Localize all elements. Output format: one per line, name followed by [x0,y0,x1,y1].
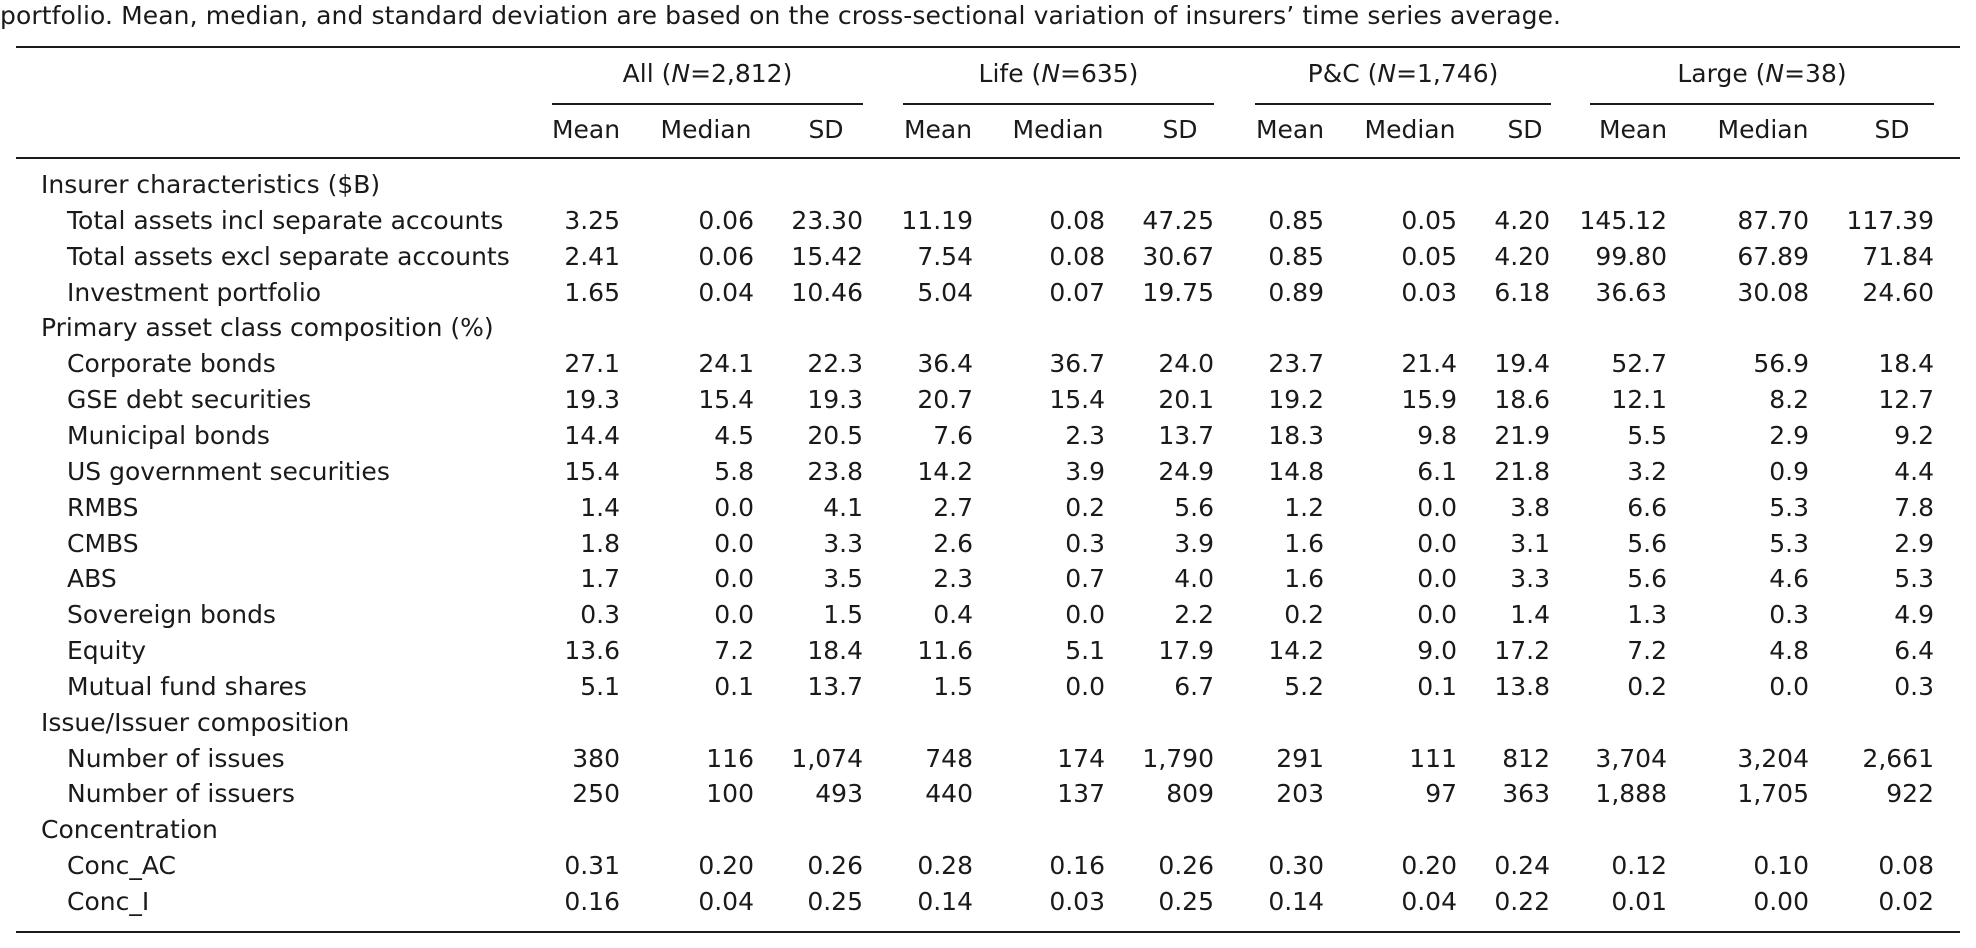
cell-median: 0.06 [698,241,754,271]
column-header-mean: Mean [551,115,621,144]
cell-mean: 0.85 [1268,205,1324,235]
cell-sd: 0.25 [1158,887,1214,916]
cell-median: 0.00 [1753,887,1809,916]
row-label: GSE debt securities [67,385,312,415]
table-row [0,669,1976,705]
cell-mean: 0.28 [917,851,973,881]
table-row [0,490,1976,526]
cell-mean: 0.2 [1284,600,1324,630]
section-label: Primary asset class composition (%) [41,313,494,343]
cell-median: 0.16 [1049,851,1105,881]
cell-mean: 36.63 [1595,277,1667,307]
cell-mean: 0.01 [1611,887,1667,916]
cell-sd: 2.9 [1894,528,1934,558]
cell-mean: 0.14 [1268,887,1324,916]
group-name: Large ( [1677,59,1766,88]
cell-mean: 0.16 [564,887,620,916]
cell-sd: 19.75 [1142,277,1214,307]
cell-median: 0.0 [714,564,754,594]
row-label: Conc_I [67,887,150,916]
cell-sd: 0.08 [1878,851,1934,881]
cell-sd: 3.1 [1510,528,1550,558]
group-underline [1590,103,1934,105]
cell-median: 0.1 [1417,671,1457,701]
cell-sd: 24.0 [1158,349,1214,379]
cell-mean: 5.04 [917,277,973,307]
cell-mean: 11.6 [917,636,973,666]
cell-sd: 3.5 [823,564,863,594]
cell-mean: 440 [925,779,973,809]
table-bottom-rule [16,931,1960,933]
row-label: Equity [67,636,147,666]
table-row [0,203,1976,239]
cell-sd: 0.02 [1878,887,1934,916]
row-label: RMBS [67,492,139,522]
cell-mean: 1.6 [1284,564,1324,594]
cell-sd: 21.8 [1494,456,1550,486]
cell-median: 0.07 [1049,277,1105,307]
cell-sd: 0.3 [1894,671,1934,701]
group-name: All ( [622,59,672,88]
cell-sd: 19.4 [1494,349,1550,379]
cell-mean: 1,888 [1595,779,1667,809]
row-label: Municipal bonds [67,420,270,450]
cell-median: 0.03 [1049,887,1105,916]
cell-median: 87.70 [1737,205,1809,235]
cell-median: 0.0 [1417,528,1457,558]
cell-mean: 13.6 [564,636,620,666]
cell-mean: 0.31 [564,851,620,881]
group-name: P&C ( [1307,59,1378,88]
cell-sd: 6.18 [1494,277,1550,307]
cell-mean: 14.4 [564,420,620,450]
cell-median: 4.8 [1769,636,1809,666]
cell-mean: 7.6 [933,420,973,450]
cell-sd: 18.6 [1494,385,1550,415]
cell-sd: 3.3 [823,528,863,558]
cell-mean: 748 [925,743,973,773]
cell-sd: 20.1 [1158,385,1214,415]
cell-sd: 22.3 [807,349,863,379]
table-row [0,346,1976,382]
cell-median: 5.3 [1769,528,1809,558]
cell-median: 0.06 [698,205,754,235]
cell-median: 116 [706,743,754,773]
cell-mean: 203 [1276,779,1324,809]
group-underline [552,103,863,105]
cell-median: 1,705 [1737,779,1809,809]
cell-mean: 7.54 [917,241,973,271]
cell-mean: 1.65 [564,277,620,307]
cell-median: 2.3 [1065,420,1105,450]
row-label: Investment portfolio [67,277,322,307]
group-n-symbol: N [671,59,691,88]
cell-sd: 1,790 [1142,743,1214,773]
cell-mean: 15.4 [564,456,620,486]
cell-median: 174 [1057,743,1105,773]
cell-sd: 17.9 [1158,636,1214,666]
cell-median: 4.5 [714,420,754,450]
cell-mean: 6.6 [1627,492,1667,522]
row-label: US government securities [67,456,390,486]
group-header-p-c [1255,56,1551,92]
cell-mean: 11.19 [901,205,973,235]
table-top-rule [16,46,1960,48]
group-underline [903,103,1214,105]
cell-mean: 1.3 [1627,600,1667,630]
cell-sd: 4.1 [823,492,863,522]
cell-median: 5.8 [714,456,754,486]
row-label: Number of issues [67,743,285,773]
cell-median: 0.0 [714,528,754,558]
group-n-symbol: N [1041,59,1061,88]
group-name: Life ( [978,59,1042,88]
row-label: Total assets incl separate accounts [67,205,504,235]
cell-median: 36.7 [1049,349,1105,379]
cell-sd: 812 [1502,743,1550,773]
table-row [0,884,1976,920]
cell-sd: 19.3 [807,385,863,415]
cell-sd: 4.20 [1494,205,1550,235]
cell-median: 0.03 [1401,277,1457,307]
cell-sd: 23.8 [807,456,863,486]
cell-mean: 14.2 [1268,636,1324,666]
section-label: Insurer characteristics ($B) [41,170,381,199]
cell-mean: 27.1 [564,349,620,379]
cell-median: 6.1 [1417,456,1457,486]
cell-sd: 922 [1886,779,1934,809]
row-label: Sovereign bonds [67,600,276,630]
cell-sd: 12.7 [1878,385,1934,415]
row-label: Mutual fund shares [67,671,307,701]
cell-median: 67.89 [1737,241,1809,271]
column-header-median: Median [1364,115,1456,144]
table-row [0,776,1976,812]
cell-median: 0.10 [1753,851,1809,881]
cell-mean: 5.2 [1284,671,1324,701]
cell-sd: 4.4 [1894,456,1934,486]
cell-median: 0.7 [1065,564,1105,594]
cell-mean: 2.41 [564,241,620,271]
cell-mean: 5.5 [1627,420,1667,450]
cell-mean: 36.4 [917,349,973,379]
cell-sd: 3.3 [1510,564,1550,594]
table-row [0,597,1976,633]
cell-median: 21.4 [1401,349,1457,379]
cell-mean: 1.7 [580,564,620,594]
cell-median: 9.0 [1417,636,1457,666]
cell-median: 97 [1425,779,1457,809]
cell-median: 111 [1409,743,1457,773]
cell-mean: 5.6 [1627,528,1667,558]
cell-mean: 145.12 [1579,205,1667,235]
cell-median: 2.9 [1769,420,1809,450]
cell-sd: 0.22 [1494,887,1550,916]
cell-sd: 13.7 [1158,420,1214,450]
cell-mean: 3.25 [564,205,620,235]
cell-mean: 23.7 [1268,349,1324,379]
cell-mean: 0.2 [1627,671,1667,701]
cell-median: 0.2 [1065,492,1105,522]
cell-sd: 24.60 [1862,277,1934,307]
cell-sd: 5.3 [1894,564,1934,594]
cell-sd: 117.39 [1846,205,1934,235]
row-label: CMBS [67,528,139,558]
cell-mean: 0.14 [917,887,973,916]
cell-median: 3.9 [1065,456,1105,486]
cell-median: 4.6 [1769,564,1809,594]
cell-mean: 19.3 [564,385,620,415]
group-header-large [1590,56,1934,92]
table-caption: portfolio. Mean, median, and standard deviation are based on the cross-sectional variation of insurers’ time series average. [0,1,1562,30]
column-header-median: Median [660,115,752,144]
section-label: Concentration [41,815,218,845]
cell-mean: 2.6 [933,528,973,558]
table-row [0,526,1976,562]
cell-median: 0.3 [1769,600,1809,630]
cell-mean: 99.80 [1595,241,1667,271]
cell-median: 137 [1057,779,1105,809]
cell-median: 0.08 [1049,241,1105,271]
cell-median: 0.0 [714,600,754,630]
cell-sd: 6.7 [1174,671,1214,701]
cell-sd: 3.8 [1510,492,1550,522]
cell-sd: 6.4 [1894,636,1934,666]
row-label: Conc_AC [67,851,176,881]
cell-sd: 1.4 [1510,600,1550,630]
cell-mean: 0.89 [1268,277,1324,307]
cell-sd: 7.8 [1894,492,1934,522]
column-header-sd: SD [1507,115,1543,144]
cell-sd: 4.20 [1494,241,1550,271]
cell-median: 5.1 [1065,636,1105,666]
cell-median: 0.9 [1769,456,1809,486]
cell-sd: 9.2 [1894,420,1934,450]
cell-mean: 1.2 [1284,492,1324,522]
row-label: Corporate bonds [67,349,276,379]
section-header-row [0,812,1976,848]
cell-median: 0.0 [1065,600,1105,630]
cell-median: 15.9 [1401,385,1457,415]
group-underline [1255,103,1551,105]
row-label: Number of issuers [67,779,295,809]
table-row [0,382,1976,418]
group-n-symbol: N [1765,59,1785,88]
cell-mean: 1.8 [580,528,620,558]
cell-sd: 24.9 [1158,456,1214,486]
table-row [0,633,1976,669]
cell-mean: 250 [572,779,620,809]
cell-sd: 0.24 [1494,851,1550,881]
cell-mean: 1.5 [933,671,973,701]
cell-sd: 21.9 [1494,420,1550,450]
cell-mean: 0.85 [1268,241,1324,271]
column-header-median: Median [1717,115,1809,144]
cell-median: 3,204 [1737,743,1809,773]
table-row [0,418,1976,454]
cell-median: 56.9 [1753,349,1809,379]
cell-sd: 2.2 [1174,600,1214,630]
table-header-rule [16,157,1960,159]
cell-median: 0.05 [1401,241,1457,271]
table-row [0,741,1976,777]
table-row [0,239,1976,275]
cell-mean: 2.7 [933,492,973,522]
cell-mean: 52.7 [1611,349,1667,379]
cell-mean: 0.12 [1611,851,1667,881]
table-row [0,848,1976,884]
cell-mean: 5.6 [1627,564,1667,594]
cell-sd: 4.9 [1894,600,1934,630]
cell-sd: 20.5 [807,420,863,450]
group-count: =38) [1784,59,1847,88]
cell-median: 0.0 [1417,492,1457,522]
cell-median: 0.0 [1065,671,1105,701]
cell-mean: 1.4 [580,492,620,522]
cell-mean: 3,704 [1595,743,1667,773]
group-count: =1,746) [1396,59,1499,88]
cell-median: 0.04 [698,887,754,916]
cell-sd: 17.2 [1494,636,1550,666]
group-count: =2,812) [690,59,793,88]
cell-median: 7.2 [714,636,754,666]
section-header-row [0,310,1976,346]
cell-sd: 493 [815,779,863,809]
cell-mean: 14.2 [917,456,973,486]
table-row [0,454,1976,490]
cell-mean: 20.7 [917,385,973,415]
table-row [0,275,1976,311]
cell-median: 9.8 [1417,420,1457,450]
cell-median: 0.04 [698,277,754,307]
cell-mean: 5.1 [580,671,620,701]
cell-median: 0.0 [1769,671,1809,701]
group-count: =635) [1060,59,1139,88]
column-header-sd: SD [1874,115,1910,144]
cell-sd: 363 [1502,779,1550,809]
column-header-mean: Mean [903,115,973,144]
cell-sd: 13.7 [807,671,863,701]
cell-mean: 0.4 [933,600,973,630]
cell-sd: 13.8 [1494,671,1550,701]
cell-sd: 5.6 [1174,492,1214,522]
group-n-symbol: N [1377,59,1397,88]
cell-sd: 15.42 [791,241,863,271]
cell-sd: 10.46 [791,277,863,307]
section-header-row [0,167,1976,203]
row-label: ABS [67,564,117,594]
cell-median: 0.1 [714,671,754,701]
cell-median: 0.0 [1417,564,1457,594]
cell-median: 0.0 [714,492,754,522]
cell-sd: 0.26 [807,851,863,881]
column-header-sd: SD [1162,115,1198,144]
row-label: Total assets excl separate accounts [67,241,510,271]
cell-median: 0.04 [1401,887,1457,916]
cell-mean: 0.30 [1268,851,1324,881]
cell-sd: 18.4 [807,636,863,666]
cell-median: 100 [706,779,754,809]
cell-median: 0.08 [1049,205,1105,235]
column-header-sd: SD [808,115,844,144]
column-header-mean: Mean [1255,115,1325,144]
column-header-mean: Mean [1598,115,1668,144]
cell-mean: 14.8 [1268,456,1324,486]
cell-sd: 47.25 [1142,205,1214,235]
cell-sd: 23.30 [791,205,863,235]
cell-mean: 1.6 [1284,528,1324,558]
group-header-all [552,56,863,92]
cell-median: 8.2 [1769,385,1809,415]
cell-mean: 291 [1276,743,1324,773]
cell-mean: 3.2 [1627,456,1667,486]
table-row [0,561,1976,597]
cell-sd: 30.67 [1142,241,1214,271]
section-header-row [0,705,1976,741]
cell-mean: 19.2 [1268,385,1324,415]
cell-mean: 380 [572,743,620,773]
cell-sd: 18.4 [1878,349,1934,379]
cell-median: 15.4 [698,385,754,415]
cell-sd: 1,074 [791,743,863,773]
cell-median: 0.05 [1401,205,1457,235]
cell-sd: 0.25 [807,887,863,916]
cell-sd: 2,661 [1862,743,1934,773]
cell-median: 15.4 [1049,385,1105,415]
cell-mean: 7.2 [1627,636,1667,666]
cell-sd: 0.26 [1158,851,1214,881]
cell-median: 30.08 [1737,277,1809,307]
cell-median: 0.20 [1401,851,1457,881]
cell-median: 24.1 [698,349,754,379]
cell-sd: 4.0 [1174,564,1214,594]
group-header-life [903,56,1214,92]
cell-sd: 809 [1166,779,1214,809]
cell-sd: 1.5 [823,600,863,630]
column-header-median: Median [1012,115,1104,144]
cell-sd: 3.9 [1174,528,1214,558]
cell-median: 0.20 [698,851,754,881]
cell-sd: 71.84 [1862,241,1934,271]
cell-mean: 18.3 [1268,420,1324,450]
cell-mean: 2.3 [933,564,973,594]
cell-mean: 0.3 [580,600,620,630]
cell-median: 0.0 [1417,600,1457,630]
section-label: Issue/Issuer composition [41,707,350,737]
cell-median: 0.3 [1065,528,1105,558]
cell-median: 5.3 [1769,492,1809,522]
cell-mean: 12.1 [1611,385,1667,415]
